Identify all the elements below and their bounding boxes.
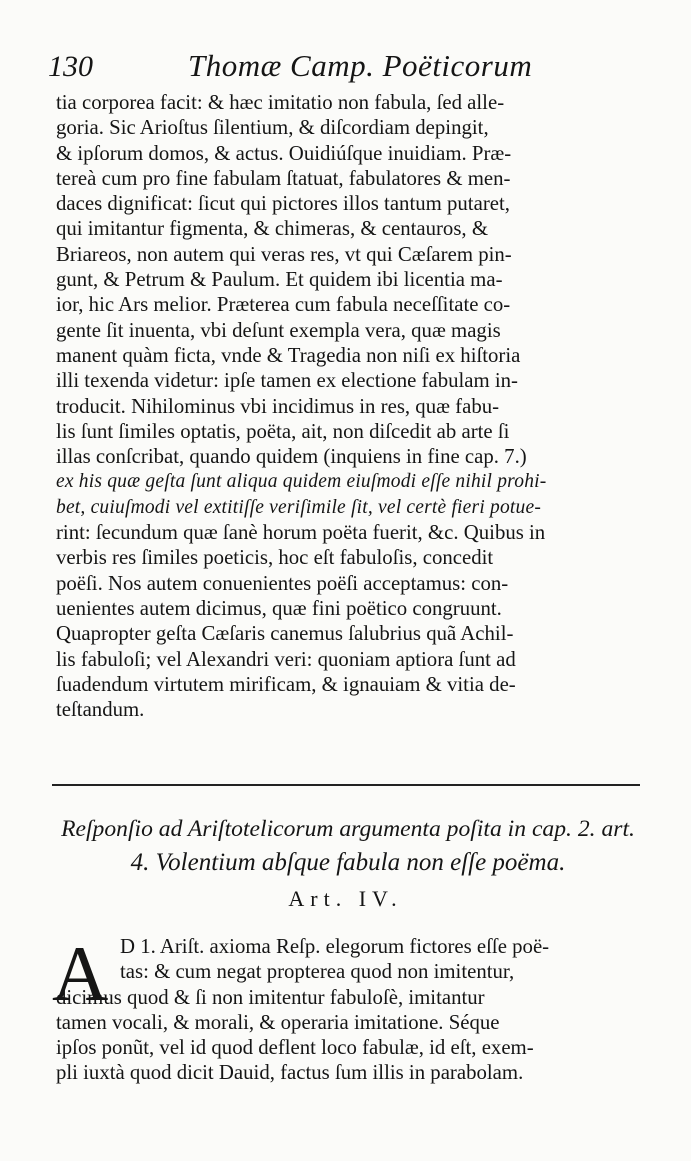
text-line: manent quàm ficta, vnde & Tragedia non niſi ex hiſtoria bbox=[56, 343, 521, 367]
response-heading-line: Reſponſio ad Ariſtotelicorum argumenta poſita in cap. 2. art. bbox=[61, 816, 635, 842]
article-line: tas: & cum negat propterea quod non imitentur, bbox=[120, 960, 515, 984]
text-line: troducit. Nihilominus vbi incidimus in res, quæ fabu- bbox=[56, 394, 500, 418]
article-body bbox=[56, 934, 640, 1086]
section-divider bbox=[52, 784, 640, 786]
text-line: teſtandum. bbox=[56, 698, 145, 722]
text-line: poëſi. Nos autem conuenientes poëſi acceptamus: con- bbox=[56, 571, 509, 595]
text-line: goria. Sic Arioſtus ſilentium, & diſcordiam depingit, bbox=[56, 116, 489, 140]
article-line: tamen vocali, & morali, & operaria imitatione. Séque bbox=[56, 1010, 500, 1034]
article-line: dicimus quod & ſi non imitentur fabuloſè, imitantur bbox=[56, 985, 485, 1009]
text-line: uenientes autem dicimus, quæ fini poëtico congruunt. bbox=[56, 596, 502, 620]
text-line: lis ſunt ſimiles optatis, poëta, ait, non diſcedit ab arte ſi bbox=[56, 419, 510, 443]
text-line: illas conſcribat, quando quidem (inquiens in fine cap. 7.) bbox=[56, 445, 527, 469]
drop-cap: A bbox=[52, 930, 109, 1017]
text-line: daces dignificat: ſicut qui pictores illos tantum putaret, bbox=[56, 192, 510, 216]
article-line: pli iuxtà quod dicit Dauid, factus ſum illis in parabolam. bbox=[56, 1061, 524, 1085]
page-header bbox=[48, 46, 648, 90]
text-line: gunt, & Petrum & Paulum. Et quidem ibi licentia ma- bbox=[56, 268, 503, 292]
text-line: lis fabuloſi; vel Alexandri veri: quoniam aptiora ſunt ad bbox=[56, 647, 516, 671]
text-line: bet, cuiuſmodi vel extitiſſe veriſimile ſit, vel certè fieri potue- bbox=[56, 496, 542, 518]
text-line: Quapropter geſta Cæſaris canemus ſalubrius quã Achil- bbox=[56, 622, 514, 646]
text-line: illi texenda videtur: ipſe tamen ex electione fabulam in- bbox=[56, 369, 518, 393]
text-line: & ipſorum domos, & actus. Ouidiúſque inuidiam. Præ- bbox=[56, 141, 512, 165]
text-line: tia corporea facit: & hæc imitatio non fabula, ſed alle- bbox=[56, 91, 505, 114]
page-number: 130 bbox=[48, 50, 93, 83]
article-line: D 1. Ariſt. axioma Reſp. elegorum fictores eſſe poë- bbox=[120, 935, 550, 958]
body-text bbox=[56, 90, 638, 722]
running-title: Thomæ Camp. Poëticorum bbox=[188, 48, 533, 83]
text-line: gente ſit inuenta, vbi deſunt exempla vera, quæ magis bbox=[56, 318, 501, 342]
text-line: verbis res ſimiles poeticis, hoc eſt fabuloſis, concedit bbox=[56, 546, 494, 570]
text-line: rint: ſecundum quæ ſanè horum poëta fuerit, &c. Quibus in bbox=[56, 521, 546, 545]
text-line: ior, hic Ars melior. Præterea cum fabula neceſſitate co- bbox=[56, 293, 511, 317]
text-line: Briareos, non autem qui veras res, vt qui Cæſarem pin- bbox=[56, 242, 512, 266]
text-line: tereà cum pro fine fabulam ſtatuat, fabulatores & men- bbox=[56, 166, 511, 190]
article-heading: Art. IV. bbox=[288, 886, 403, 911]
response-heading-line: 4. Volentium abſque fabula non eſſe poëma. bbox=[130, 849, 566, 876]
text-line: qui imitantur figmenta, & chimeras, & centauros, & bbox=[56, 217, 489, 241]
article-line: ipſos ponũt, vel id quod deflent loco fabulæ, id eſt, exem- bbox=[56, 1036, 534, 1060]
text-line: ſuadendum virtutem mirificam, & ignauiam & vitia de- bbox=[56, 672, 516, 696]
text-line: ex his quæ geſta ſunt aliqua quidem eiuſmodi eſſe nihil prohi- bbox=[56, 471, 547, 493]
response-heading bbox=[58, 812, 638, 880]
